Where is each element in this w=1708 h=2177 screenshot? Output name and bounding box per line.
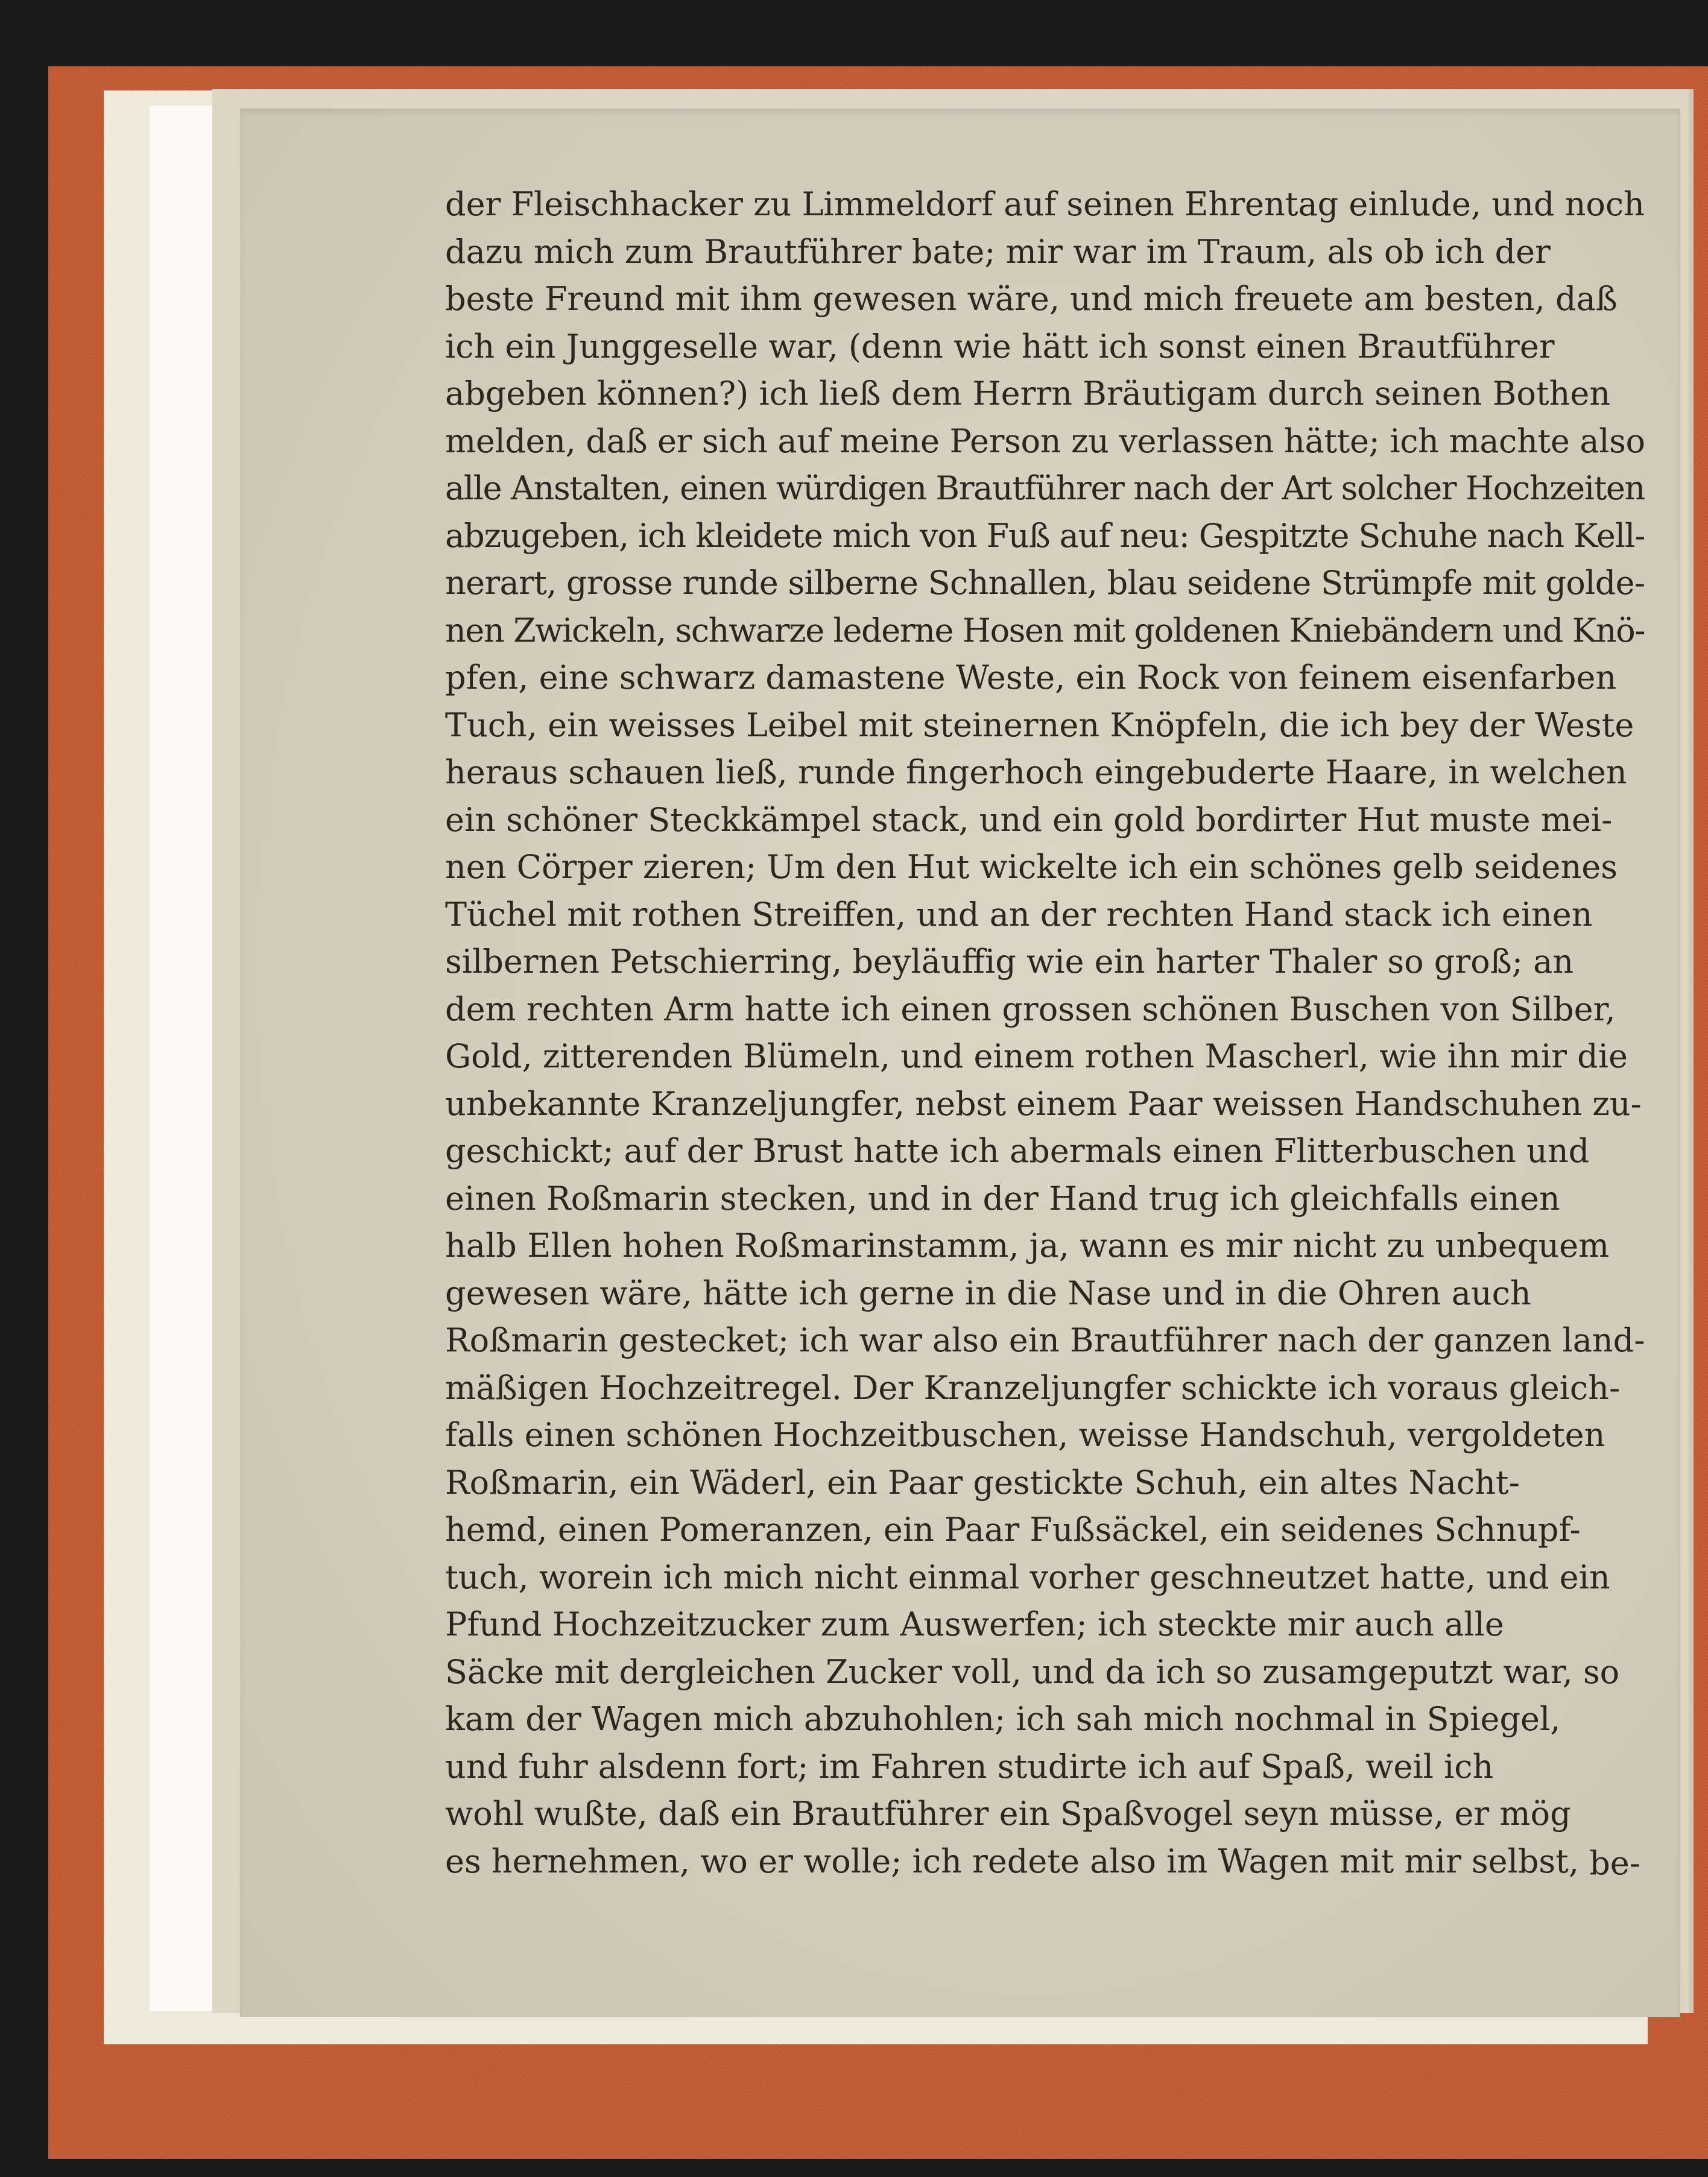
text-line: falls einen schönen Hochzeitbuschen, weisse Handschuh, vergoldeten xyxy=(445,1416,1605,1454)
text-line: abzugeben, ich kleidete mich von Fuß auf neu: Gespitzte Schuhe nach Kell- xyxy=(445,516,1645,555)
text-line: der Fleischhacker zu Limmeldorf auf seinen Ehrentag einlude, und noch xyxy=(445,185,1645,223)
text-line: nen Cörper zieren; Um den Hut wickelte ich ein schönes gelb seidenes xyxy=(445,848,1618,886)
text-line: wohl wußte, daß ein Brautführer ein Spaßvogel seyn müsse, er mög xyxy=(445,1795,1571,1833)
page-text xyxy=(445,181,1645,1885)
text-line: hemd, einen Pomeranzen, ein Paar Fußsäckel, ein seidenes Schnupf- xyxy=(445,1511,1581,1549)
text-line: Roßmarin gestecket; ich war also ein Brautführer nach der ganzen land- xyxy=(445,1321,1645,1359)
text-line: ein schöner Steckkämpel stack, und ein gold bordirter Hut muste mei- xyxy=(445,800,1613,839)
text-line: mäßigen Hochzeitregel. Der Kranzeljungfer schickte ich voraus gleich- xyxy=(445,1368,1621,1407)
text-line: Tuch, ein weisses Leibel mit steinernen Knöpfeln, die ich bey der Weste xyxy=(445,706,1634,744)
text-line: es hernehmen, wo er wolle; ich redete also im Wagen mit mir selbst, xyxy=(445,1842,1580,1880)
text-line: Gold, zitterenden Blümeln, und einem rothen Mascherl, wie ihn mir die xyxy=(445,1037,1628,1075)
text-line: melden, daß er sich auf meine Person zu verlassen hätte; ich machte also xyxy=(445,422,1645,460)
text-line: gewesen wäre, hätte ich gerne in die Nase und in die Ohren auch xyxy=(445,1274,1531,1312)
text-line: abgeben können?) ich ließ dem Herrn Bräutigam durch seinen Bothen xyxy=(445,374,1611,412)
text-line: nerart, grosse runde silberne Schnallen, blau seidene Strümpfe mit golde- xyxy=(445,564,1645,602)
text-line: pfen, eine schwarz damastene Weste, ein Rock von feinem eisenfarben xyxy=(445,659,1617,697)
text-line: tuch, worein ich mich nicht einmal vorher geschneutzet hatte, und ein xyxy=(445,1558,1610,1596)
text-line: nen Zwickeln, schwarze lederne Hosen mit goldenen Kniebändern und Knö- xyxy=(445,611,1645,649)
text-line: halb Ellen hohen Roßmarinstamm, ja, wann es mir nicht zu unbequem xyxy=(445,1227,1610,1265)
text-line: geschickt; auf der Brust hatte ich abermals einen Flitterbuschen und xyxy=(445,1132,1590,1170)
text-line: dem rechten Arm hatte ich einen grossen schönen Buschen von Silber, xyxy=(445,990,1616,1028)
text-line: alle Anstalten, einen würdigen Brautführer nach der Art solcher Hochzeiten xyxy=(445,469,1645,507)
text-line: kam der Wagen mich abzuhohlen; ich sah mich nochmal in Spiegel, xyxy=(445,1700,1561,1738)
text-line: silbernen Petschierring, beyläuffig wie ein harter Thaler so groß; an xyxy=(445,943,1574,981)
catchword: be- xyxy=(1589,1844,1640,1882)
text-line: Roßmarin, ein Wäderl, ein Paar gestickte Schuh, ein altes Nacht- xyxy=(445,1463,1520,1502)
text-line: Pfund Hochzeitzucker zum Auswerfen; ich steckte mir auch alle xyxy=(445,1605,1504,1643)
text-line: und fuhr alsdenn fort; im Fahren studirte ich auf Spaß, weil ich xyxy=(445,1747,1494,1786)
text-line: dazu mich zum Brautführer bate; mir war im Traum, als ob ich der xyxy=(445,232,1551,271)
text-line: einen Roßmarin stecken, und in der Hand trug ich gleichfalls einen xyxy=(445,1179,1560,1218)
text-line: ich ein Junggeselle war, (denn wie hätt ich sonst einen Brautführer xyxy=(445,327,1555,365)
text-line: Tüchel mit rothen Streiffen, und an der rechten Hand stack ich einen xyxy=(445,895,1593,934)
text-line: beste Freund mit ihm gewesen wäre, und mich freuete am besten, daß xyxy=(445,280,1618,318)
text-line: unbekannte Kranzeljungfer, nebst einem Paar weissen Handschuhen zu- xyxy=(445,1084,1642,1123)
text-line: Säcke mit dergleichen Zucker voll, und da ich so zusamgeputzt war, so xyxy=(445,1652,1620,1691)
text-line: heraus schauen ließ, runde fingerhoch eingebuderte Haare, in welchen xyxy=(445,753,1627,791)
